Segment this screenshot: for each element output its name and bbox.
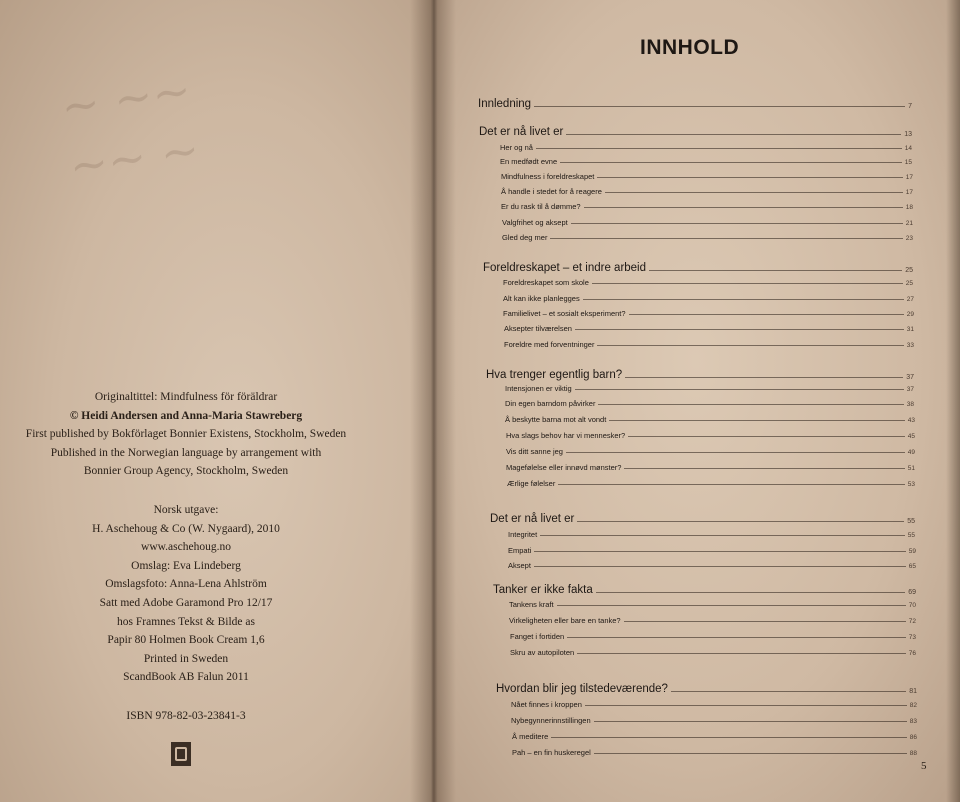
toc-entry-page: 21	[905, 220, 913, 227]
toc-entry-page: 51	[907, 465, 915, 472]
toc-entry	[512, 732, 917, 741]
toc-dot-leader	[566, 451, 905, 453]
toc-entry-title: Foreldreskapet som skole	[503, 278, 589, 287]
toc-entry	[504, 340, 914, 349]
publication-note: First published by Bokförlaget Bonnier Existens, Stockholm, Sweden	[25, 428, 347, 441]
toc-entry-title: Intensjonen er viktig	[505, 384, 572, 393]
toc-dot-leader	[594, 752, 907, 754]
edition-line: hos Framnes Tekst & Bilde as	[117, 615, 255, 628]
toc-dot-leader	[558, 483, 904, 485]
toc-entry	[506, 447, 915, 456]
toc-dot-leader	[624, 620, 906, 622]
toc-entry-title: Alt kan ikke planlegges	[503, 294, 580, 303]
toc-entry-page: 27	[906, 296, 914, 303]
toc-entry-page: 13	[904, 131, 912, 138]
toc-entry	[504, 324, 914, 333]
toc-entry	[503, 294, 914, 303]
toc-entry-title: Er du rask til å dømme?	[501, 202, 581, 211]
toc-entry-title: Hva trenger egentlig barn?	[486, 369, 623, 381]
toc-dot-leader	[584, 206, 903, 208]
colophon	[0, 388, 372, 726]
toc-entry	[508, 530, 915, 539]
toc-dot-leader	[594, 720, 907, 722]
toc-entry-title: Tanker er ikke fakta	[493, 584, 593, 596]
toc-entry	[510, 648, 916, 657]
toc-entry-page: 73	[908, 634, 916, 641]
toc-entry-page: 65	[908, 563, 916, 570]
toc-entry-page: 49	[907, 449, 915, 456]
toc-dot-leader	[560, 161, 902, 163]
toc-entry-page: 76	[908, 650, 916, 657]
toc-entry-title: Det er nå livet er	[479, 126, 564, 138]
copyright-holders: © Heidi Andersen and Anna-Maria Stawreberg	[69, 409, 303, 422]
toc-chapter	[486, 369, 914, 381]
toc-entry	[507, 479, 915, 488]
toc-dot-leader	[536, 147, 902, 149]
edition-line: Omslag: Eva Lindeberg	[131, 559, 241, 572]
toc-dot-leader	[577, 520, 904, 522]
toc-dot-leader	[567, 636, 906, 638]
toc-entry-page: 70	[908, 602, 916, 609]
toc-entry-page: 43	[907, 417, 915, 424]
toc-entry-page: 18	[905, 204, 913, 211]
toc-entry-title: Mindfulness i foreldreskapet	[501, 172, 595, 181]
toc-entry-title: Nået finnes i kroppen	[511, 700, 582, 709]
toc-entry	[501, 202, 913, 211]
toc-dot-leader	[625, 376, 903, 378]
toc-entry	[505, 415, 915, 424]
toc-dot-leader	[596, 591, 905, 593]
toc-entry-page: 29	[906, 311, 914, 318]
show-through-text: ~ ~~ ~~ ~	[57, 62, 203, 194]
toc-entry-title: Hva slags behov har vi mennesker?	[506, 431, 626, 440]
toc-entry-title: Vis ditt sanne jeg	[506, 447, 563, 456]
toc-dot-leader	[534, 565, 906, 567]
edition-line: Printed in Sweden	[143, 652, 229, 665]
edition-line: Omslagsfoto: Anna-Lena Ahlström	[105, 578, 267, 591]
toc-entry-title: Innledning	[478, 98, 532, 110]
toc-entry	[508, 561, 916, 570]
edition-line: ScandBook AB Falun 2011	[123, 671, 249, 684]
edition-line: Satt med Adobe Garamond Pro 12/17	[99, 596, 273, 609]
toc-entry-page: 17	[905, 174, 913, 181]
toc-entry-title: Pah – en fin huskeregel	[512, 748, 591, 757]
toc-dot-leader	[550, 237, 902, 239]
toc-dot-leader	[628, 435, 905, 437]
toc-entry-title: Din egen barndom påvirker	[505, 399, 596, 408]
toc-entry	[503, 309, 914, 318]
toc-dot-leader	[597, 176, 902, 178]
toc-entry-page: 59	[908, 548, 916, 555]
toc-entry-title: Her og nå	[500, 143, 533, 152]
toc-dot-leader	[583, 298, 904, 300]
toc-entry-title: Å handle i stedet for å reagere	[501, 187, 602, 196]
publisher-logo-icon	[171, 742, 191, 766]
toc-chapter	[490, 513, 915, 525]
toc-dot-leader	[598, 403, 903, 405]
publication-note: Bonnier Group Agency, Stockholm, Sweden	[83, 465, 289, 478]
toc-entry	[511, 716, 917, 725]
toc-chapter	[478, 98, 912, 110]
toc-entry	[511, 700, 917, 709]
toc-entry-page: 25	[905, 280, 913, 287]
toc-entry	[505, 399, 914, 408]
toc-entry	[508, 546, 916, 555]
toc-entry-title: Å beskytte barna mot alt vondt	[505, 415, 607, 424]
original-title: Originaltittel: Mindfulness för föräldrar	[94, 391, 278, 403]
toc-entry-page: 82	[909, 702, 917, 709]
toc-entry-page: 17	[905, 189, 913, 196]
toc-entry-page: 45	[907, 433, 915, 440]
toc-entry-page: 7	[908, 103, 912, 110]
toc-dot-leader	[585, 704, 907, 706]
toc-entry	[510, 632, 916, 641]
toc-entry-page: 31	[906, 326, 914, 333]
toc-chapter	[493, 584, 916, 596]
toc-entry-page: 33	[906, 342, 914, 349]
toc-entry	[512, 748, 917, 757]
toc-entry-page: 55	[907, 532, 915, 539]
toc-entry	[506, 431, 915, 440]
toc-dot-leader	[577, 652, 906, 654]
toc-dot-leader	[671, 690, 906, 692]
toc-entry-title: Aksepter tilværelsen	[504, 324, 572, 333]
toc-entry	[501, 187, 913, 196]
toc-entry-page: 37	[906, 374, 914, 381]
toc-chapter	[479, 126, 912, 138]
edition-line: H. Aschehoug & Co (W. Nygaard), 2010	[92, 522, 280, 535]
toc-dot-leader	[534, 550, 905, 552]
toc-entry	[502, 218, 913, 227]
isbn: ISBN 978-82-03-23841-3	[126, 709, 246, 722]
page-title: INNHOLD	[640, 36, 740, 59]
toc-entry-page: 25	[905, 267, 913, 274]
toc-dot-leader	[571, 222, 903, 224]
toc-entry-title: Nybegynnerinnstillingen	[511, 716, 591, 725]
toc-dot-leader	[557, 604, 906, 606]
toc-entry-page: 83	[909, 718, 917, 725]
toc-dot-leader	[534, 105, 905, 107]
toc-entry-title: Skru av autopiloten	[510, 648, 575, 657]
toc-entry-page: 86	[909, 734, 917, 741]
toc-dot-leader	[540, 534, 905, 536]
toc-dot-leader	[649, 269, 902, 271]
toc-entry-page: 38	[906, 401, 914, 408]
publication-note: Published in the Norwegian language by arrangement with	[50, 446, 322, 459]
toc-entry-title: Familielivet – et sosialt eksperiment?	[503, 309, 626, 318]
toc-entry-page: 69	[908, 589, 916, 596]
toc-chapter	[483, 262, 913, 274]
toc-entry-title: Å meditere	[512, 732, 549, 741]
toc-entry-title: Aksept	[508, 561, 531, 570]
page-number: 5	[921, 760, 927, 772]
toc-chapter	[496, 683, 917, 695]
edition-line: Papir 80 Holmen Book Cream 1,6	[107, 634, 265, 647]
toc-dot-leader	[629, 313, 904, 315]
toc-entry-title: Tankens kraft	[509, 600, 554, 609]
toc-entry	[509, 600, 916, 609]
toc-entry	[503, 278, 913, 287]
toc-entry-title: Empati	[508, 546, 532, 555]
toc-entry-title: Virkeligheten eller bare en tanke?	[509, 616, 621, 625]
toc-entry-page: 72	[908, 618, 916, 625]
toc-dot-leader	[551, 736, 906, 738]
toc-entry-title: Integritet	[508, 530, 538, 539]
toc-entry-page: 23	[905, 235, 913, 242]
toc-dot-leader	[597, 344, 903, 346]
toc-entry	[505, 384, 914, 393]
toc-entry	[501, 172, 913, 181]
toc-dot-leader	[592, 282, 903, 284]
toc-entry-title: Foreldreskapet – et indre arbeid	[483, 262, 647, 274]
toc-dot-leader	[609, 419, 904, 421]
edition-line: www.aschehoug.no	[141, 541, 231, 554]
toc-dot-leader	[605, 191, 903, 193]
toc-entry	[500, 157, 912, 166]
toc-entry-title: Ærlige følelser	[507, 479, 556, 488]
toc-entry-page: 53	[907, 481, 915, 488]
toc-entry-title: Foreldre med forventninger	[504, 340, 595, 349]
toc-dot-leader	[624, 467, 904, 469]
toc-entry-page: 81	[909, 688, 917, 695]
toc-entry-page: 88	[909, 750, 917, 757]
left-page	[0, 0, 432, 802]
toc-entry	[506, 463, 915, 472]
toc-entry-title: Valgfrihet og aksept	[502, 218, 568, 227]
toc-entry-title: Det er nå livet er	[490, 513, 575, 525]
toc-dot-leader	[575, 328, 904, 330]
toc-entry	[502, 233, 913, 242]
toc-dot-leader	[575, 388, 904, 390]
toc-entry-title: Hvordan blir jeg tilstedeværende?	[496, 683, 668, 695]
toc-entry	[500, 143, 912, 152]
edition-line: Norsk utgave:	[153, 503, 219, 516]
toc-entry-title: Gled deg mer	[502, 233, 548, 242]
toc-entry	[509, 616, 916, 625]
toc-entry-title: Fanget i fortiden	[510, 632, 565, 641]
toc-entry-title: Magefølelse eller innøvd mønster?	[506, 463, 622, 472]
toc-entry-page: 55	[907, 518, 915, 525]
toc-dot-leader	[566, 133, 901, 135]
toc-entry-page: 37	[906, 386, 914, 393]
toc-entry-title: En medfødt evne	[500, 157, 558, 166]
toc-entry-page: 14	[904, 145, 912, 152]
toc-entry-page: 15	[904, 159, 912, 166]
